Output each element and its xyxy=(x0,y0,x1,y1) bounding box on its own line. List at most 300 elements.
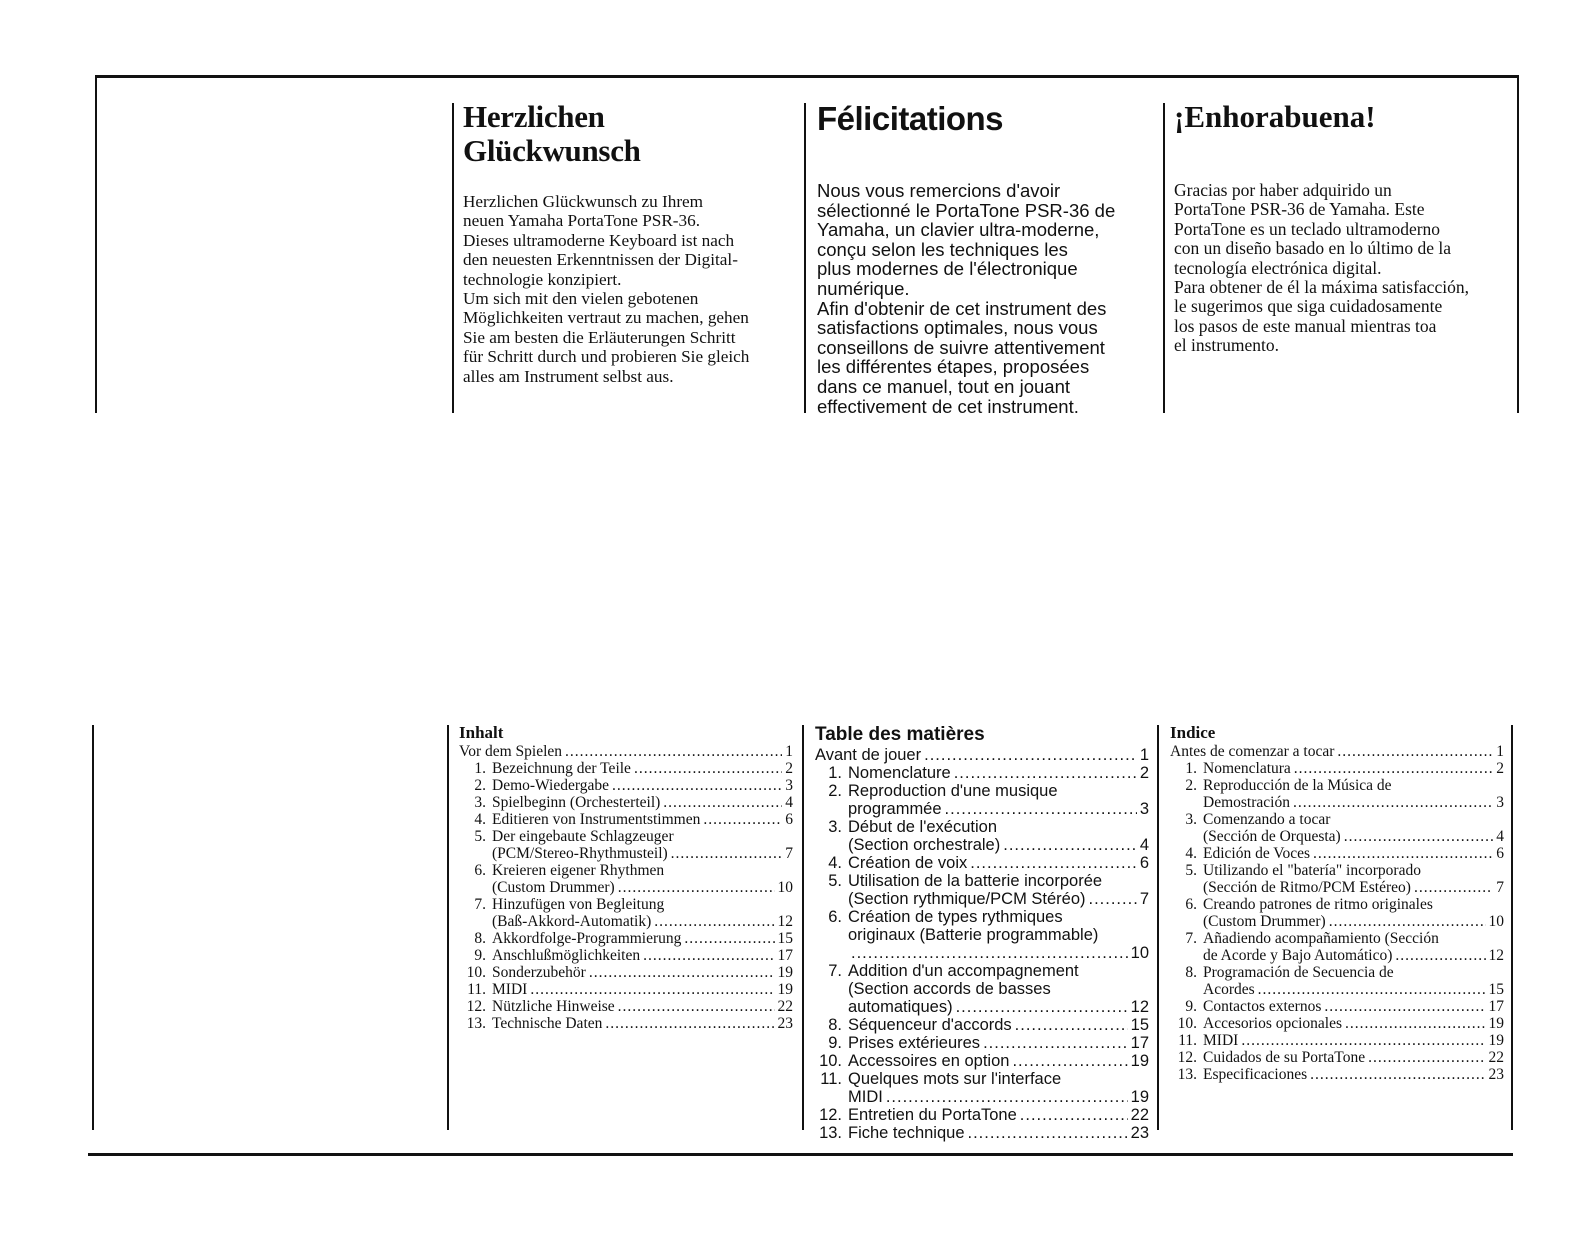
spanish-body-line: el instrumento. xyxy=(1174,335,1279,356)
toc-entry xyxy=(815,818,1149,836)
toc-entry xyxy=(815,872,1149,890)
toc-entry xyxy=(1170,930,1504,947)
toc-entry-label: Technische Daten xyxy=(492,1015,603,1032)
left-frame-bottom xyxy=(92,725,94,1130)
toc-entry-label: Der eingebaute Schlagzeuger xyxy=(492,828,674,845)
toc-entry-label: Anschlußmöglichkeiten xyxy=(492,947,641,964)
german-toc xyxy=(459,723,793,1032)
toc-entry-number: 11. xyxy=(820,1070,842,1088)
toc-entry xyxy=(815,1070,1149,1088)
toc-entry-label: Vor dem Spielen xyxy=(459,743,563,760)
toc-entry xyxy=(815,890,1149,908)
toc-entry-page: 19 xyxy=(777,981,793,998)
toc-entry xyxy=(815,782,1149,800)
toc-entry xyxy=(1170,913,1504,930)
toc-entry-number: 13. xyxy=(819,1124,842,1142)
french-body-line: dans ce manuel, tout en jouant xyxy=(817,375,1071,397)
toc-dot-leader xyxy=(1395,947,1485,964)
toc-entry xyxy=(815,764,1149,782)
toc-entry-page: 15 xyxy=(1488,981,1504,998)
toc-entry xyxy=(459,879,793,896)
toc-dot-leader xyxy=(1015,1016,1128,1034)
toc-dot-leader xyxy=(1313,845,1493,862)
toc-entry-label: Añadiendo acompañamiento (Sección xyxy=(1203,930,1439,947)
toc-entry-number: 11. xyxy=(467,981,486,998)
toc-entry-page: 4 xyxy=(1496,828,1504,845)
toc-dot-leader xyxy=(684,930,774,947)
spanish-body-line: PortaTone es un teclado ultramoderno xyxy=(1174,218,1441,239)
toc-entry-number: 11. xyxy=(1178,1032,1197,1049)
toc-dot-leader xyxy=(612,777,782,794)
toc-entry-page: 7 xyxy=(1139,890,1149,908)
toc-entry xyxy=(459,896,793,913)
toc-entry-page: 2 xyxy=(1496,760,1504,777)
toc-entry xyxy=(815,1088,1149,1106)
toc-entry-label: (Section accords de basses xyxy=(848,980,1051,998)
toc-entry xyxy=(459,845,793,862)
spanish-intro xyxy=(1174,100,1514,356)
toc-entry xyxy=(815,962,1149,980)
toc-entry-page: 22 xyxy=(1130,1106,1149,1124)
toc-entry-label: (Sección de Ritmo/PCM Estéreo) xyxy=(1203,879,1411,896)
toc-dot-leader xyxy=(703,811,782,828)
french-toc-title: Table des matières xyxy=(815,724,985,745)
toc-entry xyxy=(815,998,1149,1016)
toc-entry-page: 4 xyxy=(785,794,793,811)
toc-entry-number: 6. xyxy=(1185,896,1197,913)
toc-dot-leader xyxy=(589,964,775,981)
french-body-line: numérique. xyxy=(817,277,910,299)
toc-entry-number: 10. xyxy=(819,1052,842,1070)
toc-entry xyxy=(815,1016,1149,1034)
toc-entry xyxy=(815,908,1149,926)
french-heading: Félicitations xyxy=(817,100,1004,137)
spanish-body-line: tecnología electrónica digital. xyxy=(1174,257,1382,278)
toc-entry-page: 7 xyxy=(785,845,793,862)
toc-entry-label: Nomenclatura xyxy=(1203,760,1291,777)
toc-entry-page: 19 xyxy=(1130,1088,1149,1106)
toc-entry-number: 6. xyxy=(474,862,486,879)
divider-top-2 xyxy=(804,103,806,413)
toc-entry-label: Accessoires en option xyxy=(848,1052,1010,1070)
toc-dot-leader xyxy=(643,947,774,964)
toc-entry-page: 10 xyxy=(1130,944,1149,962)
german-body-line: alles am Instrument selbst aus. xyxy=(463,366,674,386)
spanish-toc xyxy=(1170,723,1504,1083)
toc-entry-label: Antes de comenzar a tocar xyxy=(1170,743,1335,760)
toc-entry xyxy=(1170,828,1504,845)
spanish-body-line: los pasos de este manual mientras toa xyxy=(1174,315,1437,336)
spanish-toc-list xyxy=(1170,743,1504,1083)
toc-entry-page: 19 xyxy=(777,964,793,981)
toc-entry-page: 2 xyxy=(1139,764,1149,782)
toc-entry-label: Entretien du PortaTone xyxy=(848,1106,1017,1124)
toc-entry-number: 13. xyxy=(1177,1066,1197,1083)
toc-entry-number: 4. xyxy=(828,854,842,872)
french-body-line: conçu selon les techniques les xyxy=(817,238,1068,260)
toc-dot-leader xyxy=(1258,981,1486,998)
toc-entry-page: 6 xyxy=(785,811,793,828)
toc-entry-label: Début de l'exécution xyxy=(848,818,997,836)
toc-entry-number: 3. xyxy=(828,818,842,836)
toc-entry-page: 15 xyxy=(1130,1016,1149,1034)
toc-entry-number: 8. xyxy=(828,1016,842,1034)
toc-entry xyxy=(1170,1049,1504,1066)
toc-entry xyxy=(1170,879,1504,896)
toc-entry-number: 7. xyxy=(1185,930,1197,947)
toc-entry xyxy=(459,743,793,760)
toc-entry xyxy=(815,836,1149,854)
toc-entry-page: 19 xyxy=(1488,1015,1504,1032)
toc-entry-page: 10 xyxy=(1488,913,1504,930)
toc-dot-leader xyxy=(1241,1032,1485,1049)
toc-entry-label: de Acorde y Bajo Automático) xyxy=(1203,947,1393,964)
toc-entry-label: Demostración xyxy=(1203,794,1290,811)
toc-entry-label: Nützliche Hinweise xyxy=(492,998,615,1015)
french-body-line: plus modernes de l'électronique xyxy=(817,258,1078,280)
toc-entry-number: 2. xyxy=(1185,777,1197,794)
toc-entry-page: 17 xyxy=(777,947,793,964)
toc-entry-label: Hinzufügen von Begleitung xyxy=(492,896,665,913)
toc-entry-label: (Section orchestrale) xyxy=(848,836,1001,854)
toc-entry xyxy=(459,828,793,845)
toc-dot-leader xyxy=(605,1015,774,1032)
toc-entry-label: programmée xyxy=(848,800,942,818)
toc-entry-label: Cuidados de su PortaTone xyxy=(1203,1049,1366,1066)
toc-entry xyxy=(459,1015,793,1032)
toc-entry-page: 23 xyxy=(1488,1066,1504,1083)
toc-dot-leader xyxy=(530,981,774,998)
toc-entry-number: 5. xyxy=(828,872,842,890)
toc-entry-page: 22 xyxy=(1488,1049,1504,1066)
toc-entry xyxy=(815,980,1149,998)
toc-entry-label: (Custom Drummer) xyxy=(1203,913,1326,930)
toc-entry-label: Fiche technique xyxy=(848,1124,965,1142)
toc-entry xyxy=(1170,862,1504,879)
toc-entry-label: Nomenclature xyxy=(848,764,951,782)
toc-entry-label: Utilisation de la batterie incorporée xyxy=(848,872,1103,890)
toc-entry-page: 4 xyxy=(1139,836,1149,854)
german-body-line: den neuesten Erkenntnissen der Digital- xyxy=(463,250,738,270)
toc-entry-number: 13. xyxy=(466,1015,486,1032)
toc-entry-page: 2 xyxy=(785,760,793,777)
toc-entry-page: 15 xyxy=(777,930,793,947)
toc-entry xyxy=(1170,896,1504,913)
toc-dot-leader xyxy=(1012,1052,1127,1070)
toc-entry xyxy=(459,930,793,947)
toc-entry-number: 1. xyxy=(474,760,486,777)
toc-dot-leader xyxy=(1345,1015,1485,1032)
toc-entry xyxy=(459,794,793,811)
bottom-rule xyxy=(88,1153,1513,1156)
toc-entry-page: 3 xyxy=(1139,800,1149,818)
toc-entry-label: (Section rythmique/PCM Stéréo) xyxy=(848,890,1086,908)
toc-entry-number: 5. xyxy=(1185,862,1197,879)
french-body-line: sélectionné le PortaTone PSR-36 de xyxy=(817,199,1116,221)
toc-entry-label: (Sección de Orquesta) xyxy=(1203,828,1341,845)
toc-entry-label: MIDI xyxy=(1203,1032,1239,1049)
toc-entry xyxy=(1170,1066,1504,1083)
toc-entry xyxy=(815,1106,1149,1124)
divider-bottom-1 xyxy=(447,725,449,1130)
french-body-line: Afin d'obtenir de cet instrument des xyxy=(817,297,1107,319)
toc-dot-leader xyxy=(970,854,1137,872)
toc-dot-leader xyxy=(654,913,774,930)
toc-entry-label: Séquenceur d'accords xyxy=(848,1016,1012,1034)
toc-entry xyxy=(1170,845,1504,862)
toc-entry xyxy=(815,1034,1149,1052)
spanish-body-line: Para obtener de él la máxima satisfacción, xyxy=(1174,277,1469,298)
toc-dot-leader xyxy=(1337,743,1493,760)
toc-dot-leader xyxy=(618,998,775,1015)
toc-entry xyxy=(1170,811,1504,828)
toc-entry-number: 12. xyxy=(819,1106,842,1124)
toc-entry xyxy=(459,964,793,981)
german-body-line: Dieses ultramoderne Keyboard ist nach xyxy=(463,230,735,250)
right-frame-top xyxy=(1517,75,1519,413)
toc-entry xyxy=(815,746,1149,764)
toc-dot-leader xyxy=(954,764,1137,782)
toc-entry xyxy=(459,981,793,998)
german-intro xyxy=(463,100,798,386)
toc-entry-number: 5. xyxy=(474,828,486,845)
german-body-line: für Schritt durch und probieren Sie gleich xyxy=(463,347,750,367)
german-heading xyxy=(463,100,798,168)
toc-entry-number: 10. xyxy=(1177,1015,1197,1032)
toc-dot-leader xyxy=(1294,760,1493,777)
toc-entry-page: 19 xyxy=(1130,1052,1149,1070)
toc-dot-leader xyxy=(1329,913,1486,930)
spanish-body xyxy=(1174,181,1514,356)
toc-dot-leader xyxy=(618,879,775,896)
toc-entry-number: 8. xyxy=(1185,964,1197,981)
toc-entry-number: 9. xyxy=(1185,998,1197,1015)
toc-entry xyxy=(1170,981,1504,998)
french-body-line: Yamaha, un clavier ultra-moderne, xyxy=(817,219,1100,241)
toc-entry-number: 3. xyxy=(474,794,486,811)
toc-entry xyxy=(1170,777,1504,794)
toc-entry xyxy=(815,1052,1149,1070)
toc-dot-leader xyxy=(1310,1066,1485,1083)
toc-dot-leader xyxy=(663,794,782,811)
toc-entry xyxy=(815,926,1149,944)
toc-entry xyxy=(815,854,1149,872)
toc-dot-leader xyxy=(1020,1106,1128,1124)
toc-dot-leader xyxy=(945,800,1137,818)
toc-entry-label: Bezeichnung der Teile xyxy=(492,760,631,777)
toc-entry-page: 3 xyxy=(1496,794,1504,811)
toc-entry xyxy=(815,1124,1149,1142)
toc-dot-leader xyxy=(1324,998,1485,1015)
toc-entry-label: Spielbeginn (Orchesterteil) xyxy=(492,794,661,811)
toc-entry xyxy=(1170,794,1504,811)
french-toc-list xyxy=(815,746,1149,1142)
toc-entry-page: 23 xyxy=(777,1015,793,1032)
toc-entry-label: Reproducción de la Música de xyxy=(1203,777,1392,794)
spanish-heading: ¡Enhorabuena! xyxy=(1174,99,1376,134)
toc-entry xyxy=(459,777,793,794)
german-heading-line2: Glückwunsch xyxy=(463,133,641,168)
german-body-line: Um sich mit den vielen gebotenen xyxy=(463,289,699,309)
toc-entry-label: Especificaciones xyxy=(1203,1066,1308,1083)
toc-entry-label: (Baß-Akkord-Automatik) xyxy=(492,913,652,930)
toc-entry-number: 9. xyxy=(828,1034,842,1052)
toc-dot-leader xyxy=(1414,879,1493,896)
toc-entry-number: 2. xyxy=(828,782,842,800)
german-body-line: Möglichkeiten vertraut zu machen, gehen xyxy=(463,308,749,328)
toc-entry xyxy=(459,760,793,777)
french-body-line: Nous vous remercions d'avoir xyxy=(817,180,1061,201)
toc-dot-leader xyxy=(1368,1049,1485,1066)
toc-entry-label: Akkordfolge-Programmierung xyxy=(492,930,682,947)
toc-entry-label: Création de voix xyxy=(848,854,968,872)
german-body-line: Sie am besten die Erläuterungen Schritt xyxy=(463,327,736,347)
spanish-body-line: le sugerimos que siga cuidadosamente xyxy=(1174,296,1443,317)
toc-entry xyxy=(1170,1032,1504,1049)
toc-entry-label: Creando patrones de ritmo originales xyxy=(1203,896,1433,913)
toc-entry xyxy=(1170,998,1504,1015)
french-body-line: effectivement de cet instrument. xyxy=(817,395,1079,417)
toc-entry-label: Avant de jouer xyxy=(815,746,922,764)
toc-entry-number: 2. xyxy=(474,777,486,794)
toc-entry-label: Acordes xyxy=(1203,981,1255,998)
divider-bottom-3 xyxy=(1157,725,1159,1130)
toc-entry-number: 7. xyxy=(474,896,486,913)
toc-entry xyxy=(459,913,793,930)
spanish-toc-title: Indice xyxy=(1170,723,1216,742)
toc-entry-label: Sonderzubehör xyxy=(492,964,586,981)
french-body-line: les différentes étapes, proposées xyxy=(817,356,1090,378)
toc-dot-leader xyxy=(1293,794,1493,811)
german-body xyxy=(463,192,798,386)
toc-entry-page: 1 xyxy=(1496,743,1504,760)
toc-entry-page: 1 xyxy=(1139,746,1149,764)
divider-bottom-2 xyxy=(802,725,804,1130)
toc-entry-page: 23 xyxy=(1130,1124,1149,1142)
german-toc-list xyxy=(459,743,793,1032)
toc-dot-leader xyxy=(983,1034,1128,1052)
toc-entry-label: (PCM/Stereo-Rhythmusteil) xyxy=(492,845,668,862)
toc-entry xyxy=(1170,964,1504,981)
toc-entry-page: 6 xyxy=(1139,854,1149,872)
toc-dot-leader xyxy=(968,1124,1128,1142)
toc-dot-leader xyxy=(634,760,782,777)
toc-entry-label: Accesorios opcionales xyxy=(1203,1015,1343,1032)
toc-entry-number: 4. xyxy=(474,811,486,828)
toc-entry-number: 7. xyxy=(828,962,842,980)
toc-entry-label: MIDI xyxy=(848,1088,883,1106)
toc-entry-page: 6 xyxy=(1496,845,1504,862)
toc-dot-leader xyxy=(565,743,782,760)
german-body-line: technologie konzipiert. xyxy=(463,269,622,289)
toc-entry-number: 4. xyxy=(1185,845,1197,862)
toc-entry-label: Utilizando el "batería" incorporado xyxy=(1203,862,1421,879)
french-body xyxy=(817,181,1157,416)
toc-entry xyxy=(459,947,793,964)
left-frame-top xyxy=(95,75,97,413)
toc-entry xyxy=(459,998,793,1015)
spanish-body-line: PortaTone PSR-36 de Yamaha. Este xyxy=(1174,199,1425,220)
toc-dot-leader xyxy=(1003,836,1137,854)
divider-top-1 xyxy=(452,103,454,413)
toc-entry-page: 12 xyxy=(1488,947,1504,964)
toc-entry-page: 19 xyxy=(1488,1032,1504,1049)
german-body-line: Herzlichen Glückwunsch zu Ihrem xyxy=(463,192,704,211)
toc-entry-label: Programación de Secuencia de xyxy=(1203,964,1394,981)
toc-entry-label: MIDI xyxy=(492,981,528,998)
toc-dot-leader xyxy=(1344,828,1494,845)
toc-entry-number: 8. xyxy=(474,930,486,947)
toc-entry-number: 9. xyxy=(474,947,486,964)
toc-dot-leader xyxy=(851,944,1128,962)
german-toc-title: Inhalt xyxy=(459,723,504,742)
toc-entry-page: 7 xyxy=(1496,879,1504,896)
toc-entry-label: Contactos externos xyxy=(1203,998,1322,1015)
toc-entry-page: 12 xyxy=(1130,998,1149,1016)
toc-entry-label: Prises extérieures xyxy=(848,1034,981,1052)
toc-entry-label: Edición de Voces xyxy=(1203,845,1311,862)
toc-entry-label: originaux (Batterie programmable) xyxy=(848,926,1099,944)
toc-entry-label: (Custom Drummer) xyxy=(492,879,615,896)
toc-entry-number: 1. xyxy=(828,764,842,782)
toc-entry-label: Editieren von Instrumentstimmen xyxy=(492,811,701,828)
top-rule xyxy=(95,75,1519,78)
toc-entry-page: 12 xyxy=(777,913,793,930)
toc-dot-leader xyxy=(956,998,1128,1016)
toc-entry-label: Reproduction d'une musique xyxy=(848,782,1058,800)
toc-entry-label: Kreieren eigener Rhythmen xyxy=(492,862,665,879)
toc-entry-number: 3. xyxy=(1185,811,1197,828)
toc-entry-page: 1 xyxy=(785,743,793,760)
toc-entry xyxy=(815,944,1149,962)
toc-entry-number: 10. xyxy=(466,964,486,981)
right-frame-bottom xyxy=(1511,725,1513,1130)
french-toc xyxy=(815,724,1149,1142)
toc-entry-label: Quelques mots sur l'interface xyxy=(848,1070,1062,1088)
toc-entry-page: 17 xyxy=(1130,1034,1149,1052)
toc-dot-leader xyxy=(886,1088,1128,1106)
french-intro xyxy=(817,102,1157,416)
toc-entry-number: 6. xyxy=(828,908,842,926)
toc-entry xyxy=(1170,947,1504,964)
toc-dot-leader xyxy=(1089,890,1137,908)
toc-entry-number: 12. xyxy=(1177,1049,1197,1066)
toc-dot-leader xyxy=(924,746,1137,764)
toc-entry-page: 17 xyxy=(1488,998,1504,1015)
french-body-line: conseillons de suivre attentivement xyxy=(817,336,1105,358)
german-body-line: neuen Yamaha PortaTone PSR-36. xyxy=(463,211,701,231)
toc-entry xyxy=(1170,760,1504,777)
toc-entry xyxy=(815,800,1149,818)
toc-entry xyxy=(459,811,793,828)
french-body-line: satisfactions optimales, nous vous xyxy=(817,317,1098,339)
spanish-body-line: Gracias por haber adquirido un xyxy=(1174,180,1392,200)
toc-entry-page: 22 xyxy=(777,998,793,1015)
toc-entry-label: Addition d'un accompagnement xyxy=(848,962,1079,980)
toc-dot-leader xyxy=(671,845,783,862)
toc-entry-number: 12. xyxy=(466,998,486,1015)
toc-entry-label: Demo-Wiedergabe xyxy=(492,777,610,794)
german-heading-line1: Herzlichen xyxy=(463,99,605,134)
toc-entry xyxy=(459,862,793,879)
toc-entry-number: 1. xyxy=(1185,760,1197,777)
toc-entry-label: Comenzando a tocar xyxy=(1203,811,1331,828)
toc-entry-page: 10 xyxy=(777,879,793,896)
toc-entry-label: automatiques) xyxy=(848,998,953,1016)
spanish-body-line: con un diseño basado en lo último de la xyxy=(1174,238,1452,259)
toc-entry-label: Création de types rythmiques xyxy=(848,908,1063,926)
toc-entry-page: 3 xyxy=(785,777,793,794)
